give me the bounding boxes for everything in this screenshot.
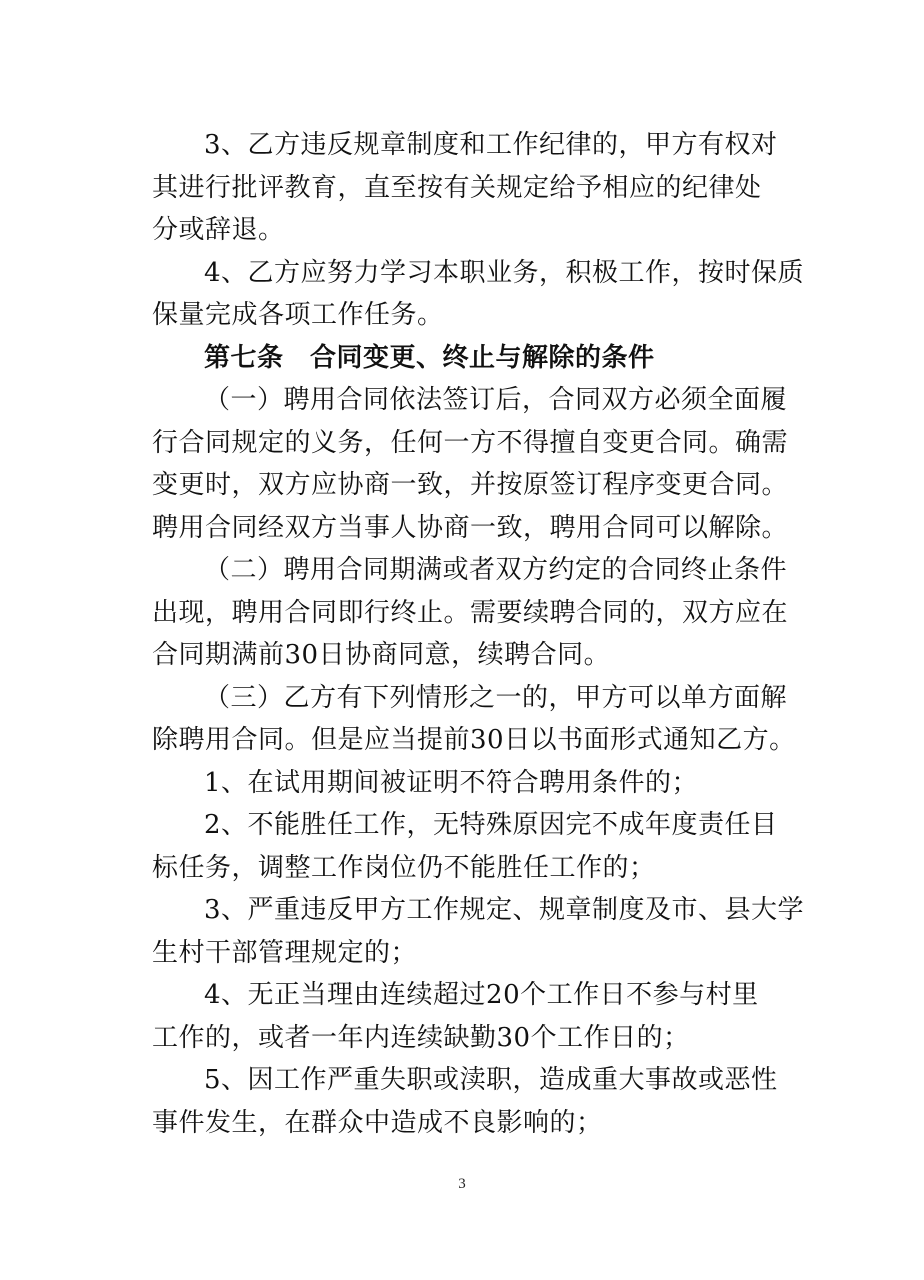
paragraph-line: （一）聘用合同依法签订后，合同双方必须全面履	[204, 385, 788, 415]
paragraph-line: 除聘用合同。但是应当提前30日以书面形式通知乙方。	[152, 725, 796, 755]
list-item: 3、严重违反甲方工作规定、规章制度及市、县大学	[204, 895, 805, 925]
paragraph-line: 分或辞退。	[152, 215, 285, 245]
page-number: 3	[458, 1176, 466, 1192]
paragraph-line: 4、乙方应努力学习本职业务，积极工作，按时保质	[204, 257, 805, 288]
list-item: 5、因工作严重失职或渎职，造成重大事故或恶性	[204, 1065, 778, 1095]
paragraph-line: 行合同规定的义务，任何一方不得擅自变更合同。确需	[152, 427, 789, 458]
list-item: 1、在试用期间被证明不符合聘用条件的；	[204, 767, 699, 798]
section-heading: 第七条 合同变更、终止与解除的条件	[204, 342, 655, 373]
paragraph-line: 合同期满前30日协商同意，续聘合同。	[152, 640, 611, 670]
paragraph-line: （三）乙方有下列情形之一的，甲方可以单方面解	[204, 682, 788, 713]
paragraph-line: 工作的，或者一年内连续缺勤30个工作日的；	[152, 1022, 690, 1053]
paragraph-line: 标任务，调整工作岗位仍不能胜任工作的；	[152, 852, 656, 883]
paragraph-line: 其进行批评教育，直至按有关规定给予相应的纪律处	[152, 172, 762, 203]
paragraph-line: 生村干部管理规定的；	[152, 937, 418, 968]
paragraph-line: 出现，聘用合同即行终止。需要续聘合同的，双方应在	[152, 597, 789, 628]
list-item: 2、不能胜任工作，无特殊原因完不成年度责任目	[204, 810, 778, 840]
paragraph-line: 变更时，双方应协商一致，并按原签订程序变更合同。	[152, 470, 789, 500]
document-body	[152, 124, 805, 1144]
paragraph-line: 事件发生，在群众中造成不良影响的；	[152, 1107, 603, 1138]
paragraph-line: 保量完成各项工作任务。	[152, 300, 444, 330]
paragraph-line: （二）聘用合同期满或者双方约定的合同终止条件	[204, 555, 788, 585]
paragraph-line: 聘用合同经双方当事人协商一致，聘用合同可以解除。	[152, 512, 789, 543]
paragraph-line: 3、乙方违反规章制度和工作纪律的，甲方有权对	[204, 130, 778, 160]
list-item: 4、无正当理由连续超过20个工作日不参与村里	[204, 980, 759, 1010]
